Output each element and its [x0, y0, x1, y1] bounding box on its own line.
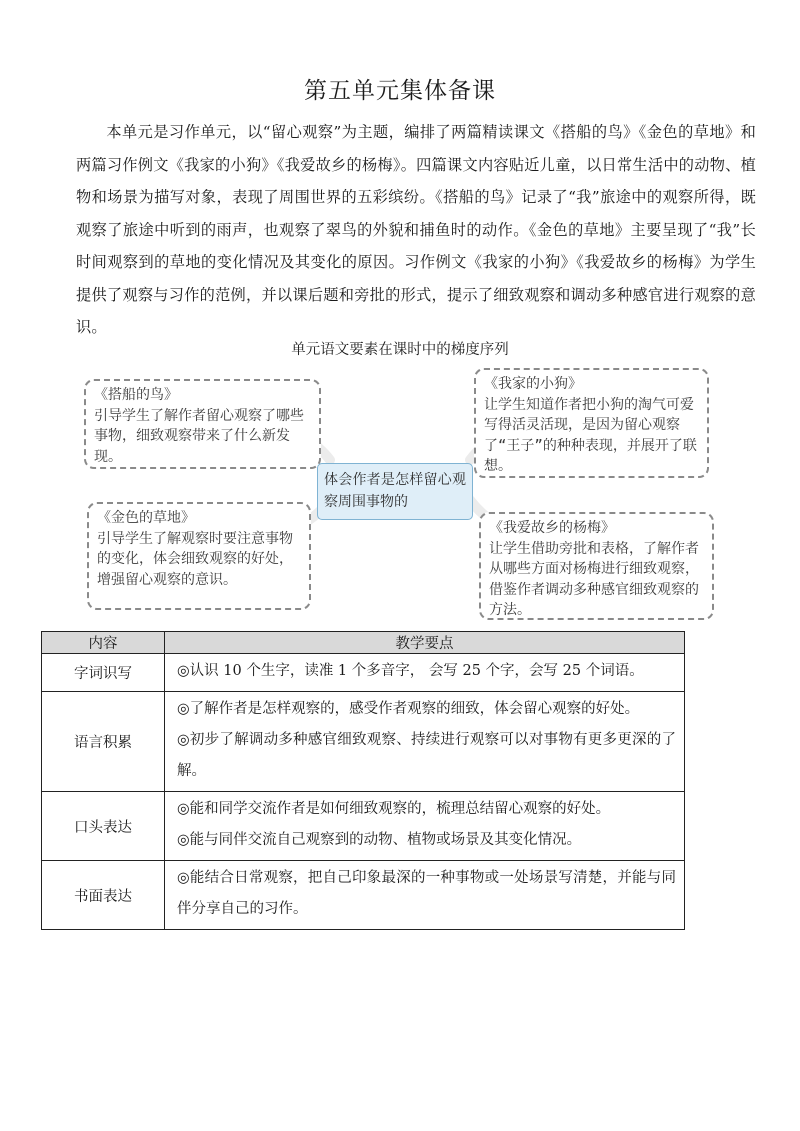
teaching-points-table: [41, 631, 685, 930]
point-item: ◎能与同伴交流自己观察到的动物、植物或场景及其变化情况。: [177, 832, 582, 848]
mindmap-box-我家的小狗: [474, 368, 709, 478]
table-row: [42, 654, 685, 692]
mindmap-box-金色的草地: [87, 502, 311, 610]
intro-paragraph: 本单元是习作单元，以“留心观察”为主题，编排了两篇精读课文《搭船的鸟》《金色的草地》和两篇习作例文《我家的小狗》《我爱故乡的杨梅》。四篇课文内容贴近儿童，以日常生活中的动物、植物和场景为描写对象，表现了周围世界的五彩缤纷。《搭船的鸟》记录了“我”旅途中的观察所得，既观察了旅途中听到的雨声，也观察了翠鸟的外貌和捕鱼时的动作。《金色的草地》主要呈现了“我”长时间观察到的草地的变化情况及其变化的原因。习作例文《我家的小狗》《我爱故乡的杨梅》为学生提供了观察与习作的范例，并以课后题和旁批的形式，提示了细致观察和调动多种感官进行观察的意识。: [76, 123, 756, 336]
box-title: 《我爱故乡的杨梅》: [489, 520, 615, 536]
header-content: 内容: [42, 632, 165, 654]
page-title: 第五单元集体备课: [304, 78, 496, 104]
point-item: ◎了解作者是怎样观察的，感受作者观察的细致，体会留心观察的好处。: [177, 701, 640, 717]
box-title: 《搭船的鸟》: [94, 387, 178, 403]
mindmap-box-我爱故乡的杨梅: [479, 512, 714, 620]
row-category: 书面表达: [42, 861, 165, 930]
point-item: ◎认识 10 个生字，读准 1 个多音字， 会写 25 个字，会写 25 个词语。: [177, 663, 644, 679]
box-text: 让学生知道作者把小狗的淘气可爱写得活灵活现，是因为留心观察了“王子”的种种表现，并展开了联想。: [484, 396, 697, 474]
table-header-row: [42, 632, 685, 654]
box-text: 引导学生了解观察时要注意事物的变化，体会细致观察的好处，增强留心观察的意识。: [97, 530, 293, 588]
point-item: ◎能和同学交流作者是如何细致观察的，梳理总结留心观察的好处。: [177, 801, 611, 817]
mindmap-title: 单元语文要素在课时中的梯度序列: [291, 342, 509, 358]
row-points: [165, 861, 685, 930]
row-points: [165, 692, 685, 792]
box-text: 让学生借助旁批和表格，了解作者从哪些方面对杨梅进行细致观察，借鉴作者调动多种感官细致观察的方法。: [489, 540, 699, 618]
table-row: [42, 692, 685, 792]
header-teaching-points: 教学要点: [165, 632, 685, 654]
table-row: [42, 792, 685, 861]
row-category: 字词识写: [42, 654, 165, 692]
point-item: ◎能结合日常观察，把自己印象最深的一种事物或一处场景写清楚，并能与同伴分享自己的习作。: [177, 870, 676, 917]
box-title: 《我家的小狗》: [484, 376, 582, 392]
row-points: [165, 792, 685, 861]
row-category: 口头表达: [42, 792, 165, 861]
row-category: 语言积累: [42, 692, 165, 792]
row-points: [165, 654, 685, 692]
point-item: ◎初步了解调动多种感官细致观察、持续进行观察可以对事物有更多更深的了解。: [177, 732, 676, 779]
box-text: 引导学生了解作者留心观察了哪些事物，细致观察带来了什么新发现。: [94, 407, 304, 465]
mindmap-center-node: 体会作者是怎样留心观察周围事物的: [317, 463, 473, 520]
table-row: [42, 861, 685, 930]
box-title: 《金色的草地》: [97, 510, 195, 526]
mindmap-box-搭船的鸟: [84, 379, 321, 469]
